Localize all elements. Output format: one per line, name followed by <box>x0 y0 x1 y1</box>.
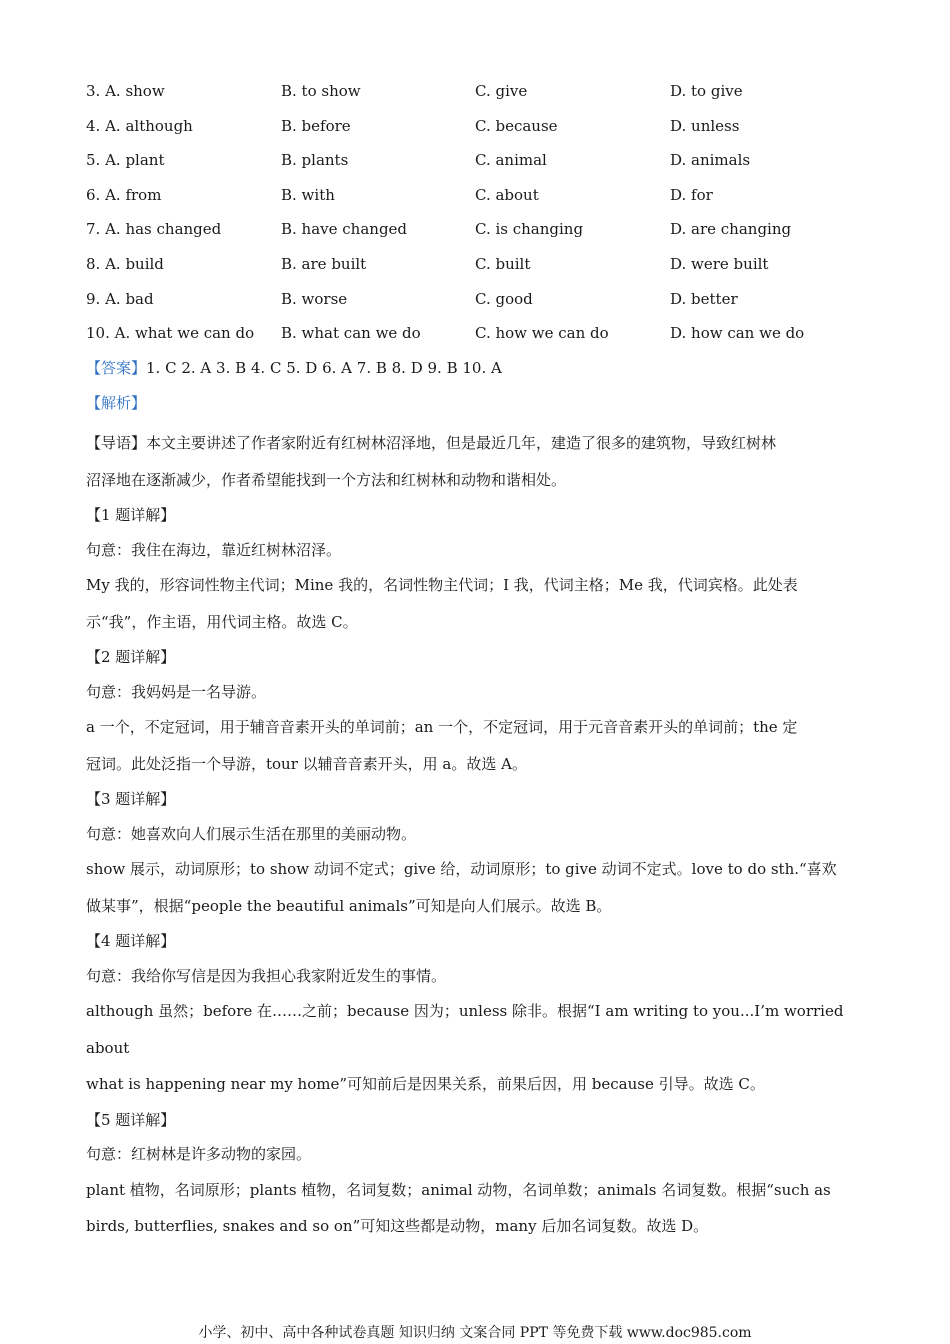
option-d: D. are changing <box>670 220 792 239</box>
option-d: D. for <box>670 185 713 204</box>
option-b: B. worse <box>281 289 348 308</box>
option-c: C. give <box>475 82 528 100</box>
option-b: B. have changed <box>281 220 408 239</box>
option-a: 4. A. although <box>86 116 193 135</box>
option-b: B. before <box>281 116 351 135</box>
section-explanation: 示“我”，作主语，用代词主格。故选 C。 <box>86 612 358 631</box>
section-meaning: 句意：我住在海边，靠近红树林沼泽。 <box>86 540 342 559</box>
option-b: B. are built <box>281 254 367 273</box>
option-d: D. better <box>670 289 738 308</box>
option-c: C. animal <box>475 151 547 170</box>
section-meaning: 句意：我给你写信是因为我担心我家附近发生的事情。 <box>86 966 447 985</box>
option-row-3 <box>86 78 876 113</box>
option-row-10 <box>86 320 876 355</box>
analysis-body <box>86 425 866 1245</box>
answer-options <box>86 78 876 355</box>
option-row-8 <box>86 251 876 286</box>
option-d: D. were built <box>670 254 769 273</box>
analysis-label: 【解析】 <box>86 394 147 412</box>
answer-label: 【答案】 <box>86 359 147 377</box>
option-row-9 <box>86 286 876 321</box>
option-b: B. to show <box>281 82 361 100</box>
option-a: 6. A. from <box>86 185 162 204</box>
option-a: 10. A. what we can do <box>86 324 255 343</box>
section-heading: 【1 题详解】 <box>86 506 176 524</box>
section-explanation: a 一个，不定冠词，用于辅音音素开头的单词前；an 一个，不定冠词，用于元音音素开头的单词前；the 定 <box>86 718 798 736</box>
section-explanation: 做某事”，根据“people the beautiful animals”可知是向人们展示。故选 B。 <box>86 896 612 915</box>
section-explanation: plant 植物，名词原形；plants 植物，名词复数；animal 动物，名词单数；animals 名词复数。根据“such as <box>86 1180 831 1199</box>
option-c: C. about <box>475 185 539 204</box>
option-b: B. with <box>281 185 335 204</box>
option-a: 8. A. build <box>86 254 164 273</box>
option-row-7 <box>86 216 876 251</box>
option-row-5 <box>86 147 876 182</box>
guide-line: 【导语】本文主要讲述了作者家附近有红树林沼泽地，但是最近几年，建造了很多的建筑物，导致红树林 <box>86 434 777 452</box>
answer-text: 1. C 2. A 3. B 4. C 5. D 6. A 7. B 8. D 9. B 10. A <box>146 359 502 377</box>
guide-line: 沼泽地在逐渐减少，作者希望能找到一个方法和红树林和动物和谐相处。 <box>86 470 567 489</box>
option-a: 9. A. bad <box>86 289 154 308</box>
section-explanation: although 虽然；before 在……之前；because 因为；unless 除非。根据“I am writing to you...I’m worried about <box>86 1002 844 1057</box>
section-explanation: 冠词。此处泛指一个导游，tour 以辅音音素开头，用 a。故选 A。 <box>86 754 527 773</box>
option-row-6 <box>86 182 876 217</box>
option-c: C. good <box>475 289 533 308</box>
section-explanation: what is happening near my home”可知前后是因果关系，前果后因，用 because 引导。故选 C。 <box>86 1075 765 1093</box>
section-heading: 【3 题详解】 <box>86 790 176 808</box>
option-d: D. animals <box>670 151 751 170</box>
option-c: C. is changing <box>475 220 584 239</box>
option-a: 7. A. has changed <box>86 220 222 239</box>
option-b: B. plants <box>281 151 349 170</box>
section-heading: 【4 题详解】 <box>86 932 176 950</box>
option-row-4 <box>86 113 876 148</box>
option-b: B. what can we do <box>281 324 421 343</box>
section-meaning: 句意：我妈妈是一名导游。 <box>86 682 267 701</box>
answer-key <box>86 355 502 381</box>
option-c: C. how we can do <box>475 324 609 343</box>
option-c: C. because <box>475 116 558 135</box>
option-d: D. how can we do <box>670 324 805 343</box>
section-explanation: My 我的，形容词性物主代词；Mine 我的，名词性物主代词；I 我，代词主格；Me 我，代词宾格。此处表 <box>86 576 798 594</box>
page-footer: 小学、初中、高中各种试卷真题 知识归纳 文案合同 PPT 等免费下载 www.doc985.com <box>198 1325 752 1341</box>
option-d: D. to give <box>670 82 743 100</box>
section-meaning: 句意：红树林是许多动物的家园。 <box>86 1145 312 1163</box>
option-a: 5. A. plant <box>86 151 165 170</box>
section-heading: 【2 题详解】 <box>86 648 176 666</box>
section-explanation: show 展示，动词原形；to show 动词不定式；give 给，动词原形；to give 动词不定式。love to do sth.“喜欢 <box>86 860 837 878</box>
section-meaning: 句意：她喜欢向人们展示生活在那里的美丽动物。 <box>86 824 417 843</box>
option-a: 3. A. show <box>86 82 165 100</box>
section-explanation: birds, butterflies, snakes and so on”可知这些都是动物，many 后加名词复数。故选 D。 <box>86 1217 709 1235</box>
section-heading: 【5 题详解】 <box>86 1110 176 1129</box>
option-c: C. built <box>475 254 531 273</box>
option-d: D. unless <box>670 116 740 135</box>
